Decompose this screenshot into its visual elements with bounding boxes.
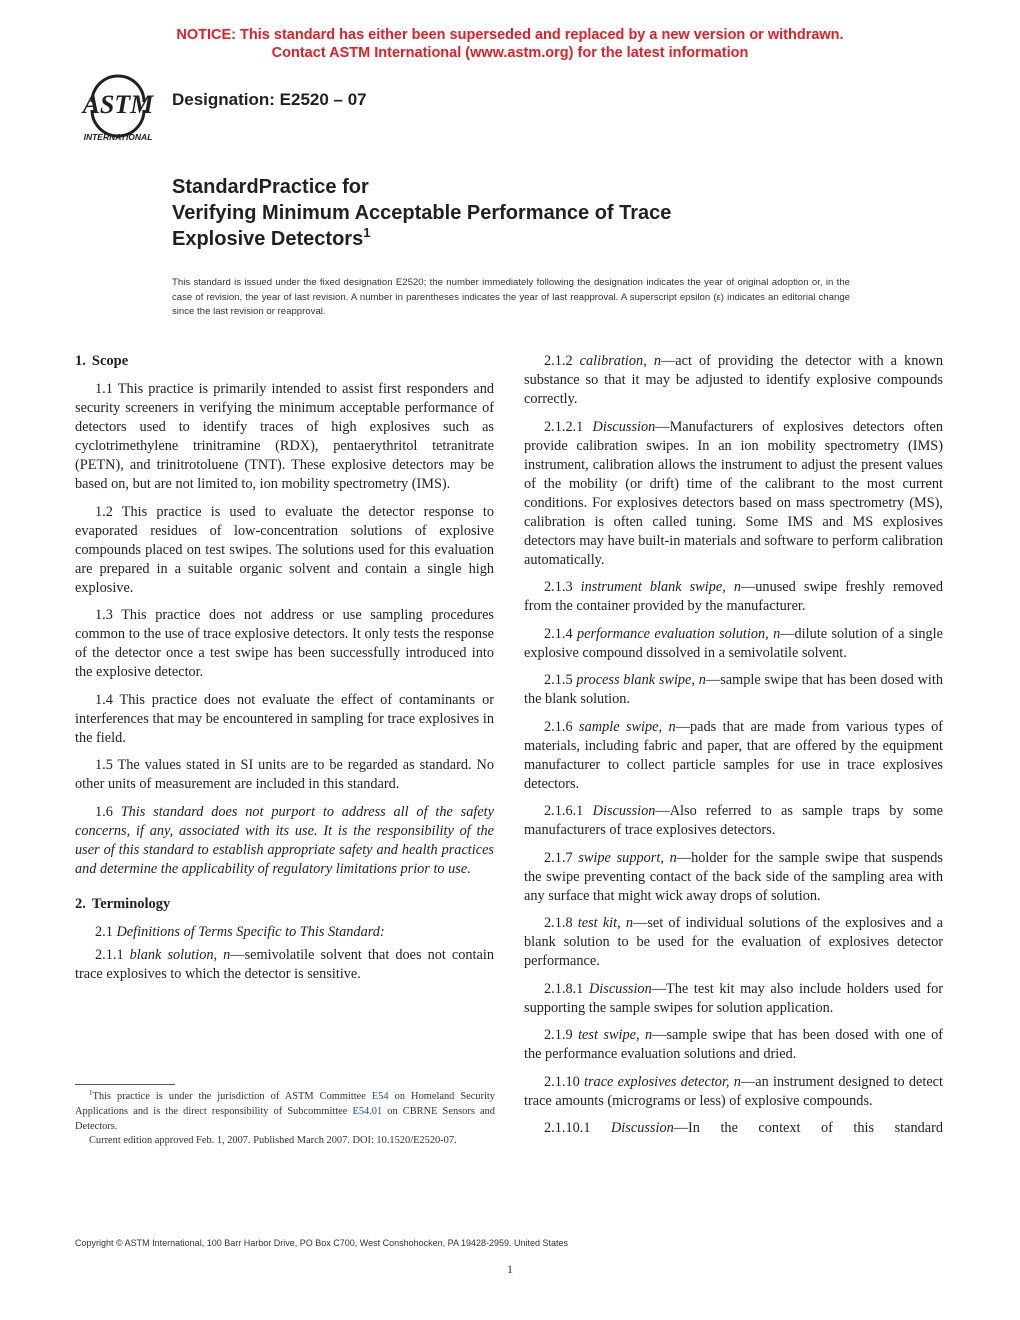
def-term: Discussion	[592, 418, 656, 435]
def-2-1-4	[524, 625, 943, 663]
section-2-title: Terminology	[91, 895, 171, 912]
def-2-1-6-1	[524, 802, 943, 840]
committee-link[interactable]: E54	[371, 1091, 389, 1102]
para-1-1: 1.1 This practice is primarily intended to assist first responders and security screeners in verifying the minimum acceptable performance of detectors used to identify traces of high explosives such as cyclotrimethylene trinitramine (RDX), pentaerythritol tetranitrate (PETN), and trinitrotoluene (TNT). These explosive detectors may be based on, but are not limited to, ion mobility spectrometry (IMS).	[75, 381, 494, 492]
subcommittee-link[interactable]: E54.01	[352, 1105, 383, 1117]
footnote	[75, 1090, 495, 1149]
withdrawn-notice	[0, 26, 1020, 62]
def-num: 2.1.8	[544, 915, 573, 931]
def-term: Discussion	[588, 980, 652, 997]
def-term: swipe support, n	[578, 849, 677, 866]
footnote-rule	[75, 1084, 175, 1085]
def-text: —act of providing the detector with a known substance so that it may be adjusted to identify explosive compounds correctly.	[524, 353, 943, 407]
def-num: 2.1.6.1	[544, 803, 584, 819]
title-footnote-mark: 1	[363, 225, 371, 240]
para-2-1-text: Definitions of Terms Specific to This Standard:	[116, 923, 385, 940]
def-2-1-1-term: blank solution, n	[129, 946, 231, 963]
def-term: Discussion	[592, 803, 656, 819]
section-1-num: 1.	[75, 353, 86, 369]
def-text: —The test kit may also include holders used for supporting the sample swipes for solution application.	[524, 980, 943, 1016]
para-2-1	[75, 923, 494, 942]
def-num: 2.1.10	[544, 1073, 580, 1090]
para-1-6-num: 1.6	[95, 803, 113, 820]
def-term: sample swipe, n	[579, 718, 676, 735]
section-1-heading	[75, 352, 494, 371]
para-1-6-text: This standard does not purport to address all of the safety concerns, if any, associated with its use. It is the responsibility of the user of this standard to establish appropriate safety and health practices and determine the applicability of regulatory limitations prior to use.	[75, 803, 494, 877]
designation: Designation: E2520 – 07	[172, 90, 367, 109]
def-num: 2.1.5	[544, 672, 573, 688]
para-1-5: 1.5 The values stated in SI units are to be regarded as standard. No other units of measurement are included in this standard.	[75, 757, 494, 792]
section-2-heading	[75, 895, 494, 914]
def-num: 2.1.4	[544, 625, 573, 642]
def-text: —In the context of this standard	[673, 1120, 944, 1136]
def-num: 2.1.2.1	[544, 418, 584, 435]
footnote-text: on CBRNE Sensors and Detectors.	[75, 1105, 495, 1132]
def-2-1-6	[524, 718, 943, 794]
def-text: —holder for the sample swipe that suspends the swipe preventing contact of the back side of the sampling area with any surface that might wick away drops of solution.	[524, 849, 943, 904]
footnote-text: This practice is under the jurisdiction of ASTM Committee	[92, 1091, 372, 1102]
title-line-1: StandardPractice for	[172, 176, 369, 198]
page-number: 1	[507, 1262, 513, 1276]
def-term: test swipe, n	[578, 1027, 653, 1043]
notice-line-2: Contact ASTM International (www.astm.org) for the latest information	[271, 45, 749, 61]
def-term: process blank swipe, n	[576, 672, 706, 688]
def-2-1-1-num: 2.1.1	[95, 946, 124, 963]
def-num: 2.1.8.1	[544, 980, 584, 997]
def-num: 2.1.3	[544, 579, 573, 595]
footnote-text: on Homeland Security Applications and is the direct responsibility of Subcommittee	[75, 1091, 495, 1117]
para-1-3: 1.3 This practice does not address or use sampling procedures common to the use of trace explosive detectors. It only tests the response of the detector once a test swipe has been successfully introduced into the explosive detector.	[75, 607, 494, 680]
document-title	[172, 174, 932, 252]
def-2-1-5	[524, 671, 943, 709]
logo-letters: ASTM	[82, 90, 154, 119]
def-term: calibration, n	[579, 353, 661, 369]
def-text: —sample swipe that has been dosed with one of the performance evaluation solutions and dried.	[524, 1027, 943, 1062]
def-2-1-2	[524, 352, 943, 409]
def-term: performance evaluation solution, n	[576, 625, 781, 642]
def-text: —an instrument designed to detect trace amounts (micrograms or less) of explosive compounds.	[524, 1073, 943, 1109]
def-2-1-10	[524, 1073, 943, 1111]
para-1-4: 1.4 This practice does not evaluate the effect of contaminants or interferences that may be encountered in sampling for trace explosives in the field.	[75, 691, 494, 746]
def-2-1-8	[524, 914, 943, 971]
title-line-2: Verifying Minimum Acceptable Performance of Trace	[172, 202, 672, 224]
right-column	[524, 352, 943, 1147]
para-2-1-num: 2.1	[95, 923, 113, 940]
copyright: Copyright © ASTM International, 100 Barr Harbor Drive, PO Box C700, West Conshohocken, PA 19428-2959. United States	[75, 1238, 569, 1248]
def-text: —Manufacturers of explosives detectors often provide calibration swipes. In an ion mobility spectrometry (IMS) instrument, calibration allows the instrument to adjust the present values of the mobility (or drift) time of the calibrant to the most current conditions. For explosives detectors based on mass spectrometry (MS), calibration is often called tuning. Some IMS and MS explosives detectors may have built-in materials and software to perform calibration automatically.	[524, 418, 943, 568]
footnote-mark: 1	[89, 1089, 93, 1097]
def-text: —set of individual solutions of the explosives and a blank solution to be used for the evaluation of explosives detector performance.	[524, 915, 943, 969]
title-line-3	[172, 226, 932, 252]
logo-subtext: INTERNATIONAL	[83, 132, 153, 142]
def-2-1-10-1	[524, 1119, 943, 1138]
def-text: —Also referred to as sample traps by some manufacturers of trace explosives detectors.	[524, 803, 943, 838]
title-line-3-text: Explosive Detectors	[172, 228, 364, 250]
def-2-1-1	[75, 946, 494, 984]
para-1-2: 1.2 This practice is used to evaluate the detector response to evaporated residues of low-concentration solutions of explosive compounds placed on test swipes. The solutions used for this evaluation are prepared in a suitable organic solvent and contain a single high explosive.	[75, 503, 494, 596]
footnote-edition: Current edition approved Feb. 1, 2007. Published March 2007. DOI: 10.1520/E2520-07.	[89, 1135, 457, 1147]
def-2-1-8-1	[524, 980, 943, 1018]
def-num: 2.1.2	[544, 353, 573, 369]
def-term: instrument blank swipe, n	[580, 579, 741, 595]
def-term: test kit, n	[577, 915, 634, 931]
def-text: —pads that are made from various types of materials, including fabric and paper, that are offered by the equipment manufacturer to collect particle samples for use in trace explosives detectors.	[524, 718, 943, 792]
def-num: 2.1.10.1	[544, 1120, 591, 1136]
def-term: trace explosives detector, n	[584, 1073, 741, 1090]
preamble: This standard is issued under the fixed designation E2520; the number immediately following the designation indicates the year of original adoption or, in the case of revision, the year of last revision. A number in parentheses indicates the year of last reapproval. A superscript epsilon (ε) indicates an editorial change since the last revision or reapproval.	[172, 277, 850, 317]
def-num: 2.1.9	[544, 1027, 573, 1043]
astm-logo	[72, 72, 164, 144]
def-term: Discussion	[610, 1120, 674, 1136]
def-2-1-7	[524, 849, 943, 906]
section-1-title: Scope	[91, 353, 129, 369]
notice-line-1: NOTICE: This standard has either been superseded and replaced by a new version or withdrawn.	[176, 27, 844, 43]
left-column	[75, 352, 494, 992]
def-2-1-1-text: —semivolatile solvent that does not contain trace explosives to which the detector is sensitive.	[75, 946, 494, 982]
def-text: —sample swipe that has been dosed with the blank solution.	[524, 672, 943, 707]
def-2-1-2-1	[524, 418, 943, 570]
para-1-6	[75, 803, 494, 879]
def-text: —dilute solution of a single explosive compound dissolved in a semivolatile solvent.	[524, 625, 943, 661]
footnote-jurisdiction	[75, 1090, 495, 1134]
section-2-num: 2.	[75, 895, 86, 912]
def-2-1-3	[524, 578, 943, 616]
def-text: —unused swipe freshly removed from the container provided by the manufacturer.	[524, 579, 943, 614]
def-num: 2.1.6	[544, 718, 573, 735]
def-2-1-9	[524, 1026, 943, 1064]
def-num: 2.1.7	[544, 849, 573, 866]
